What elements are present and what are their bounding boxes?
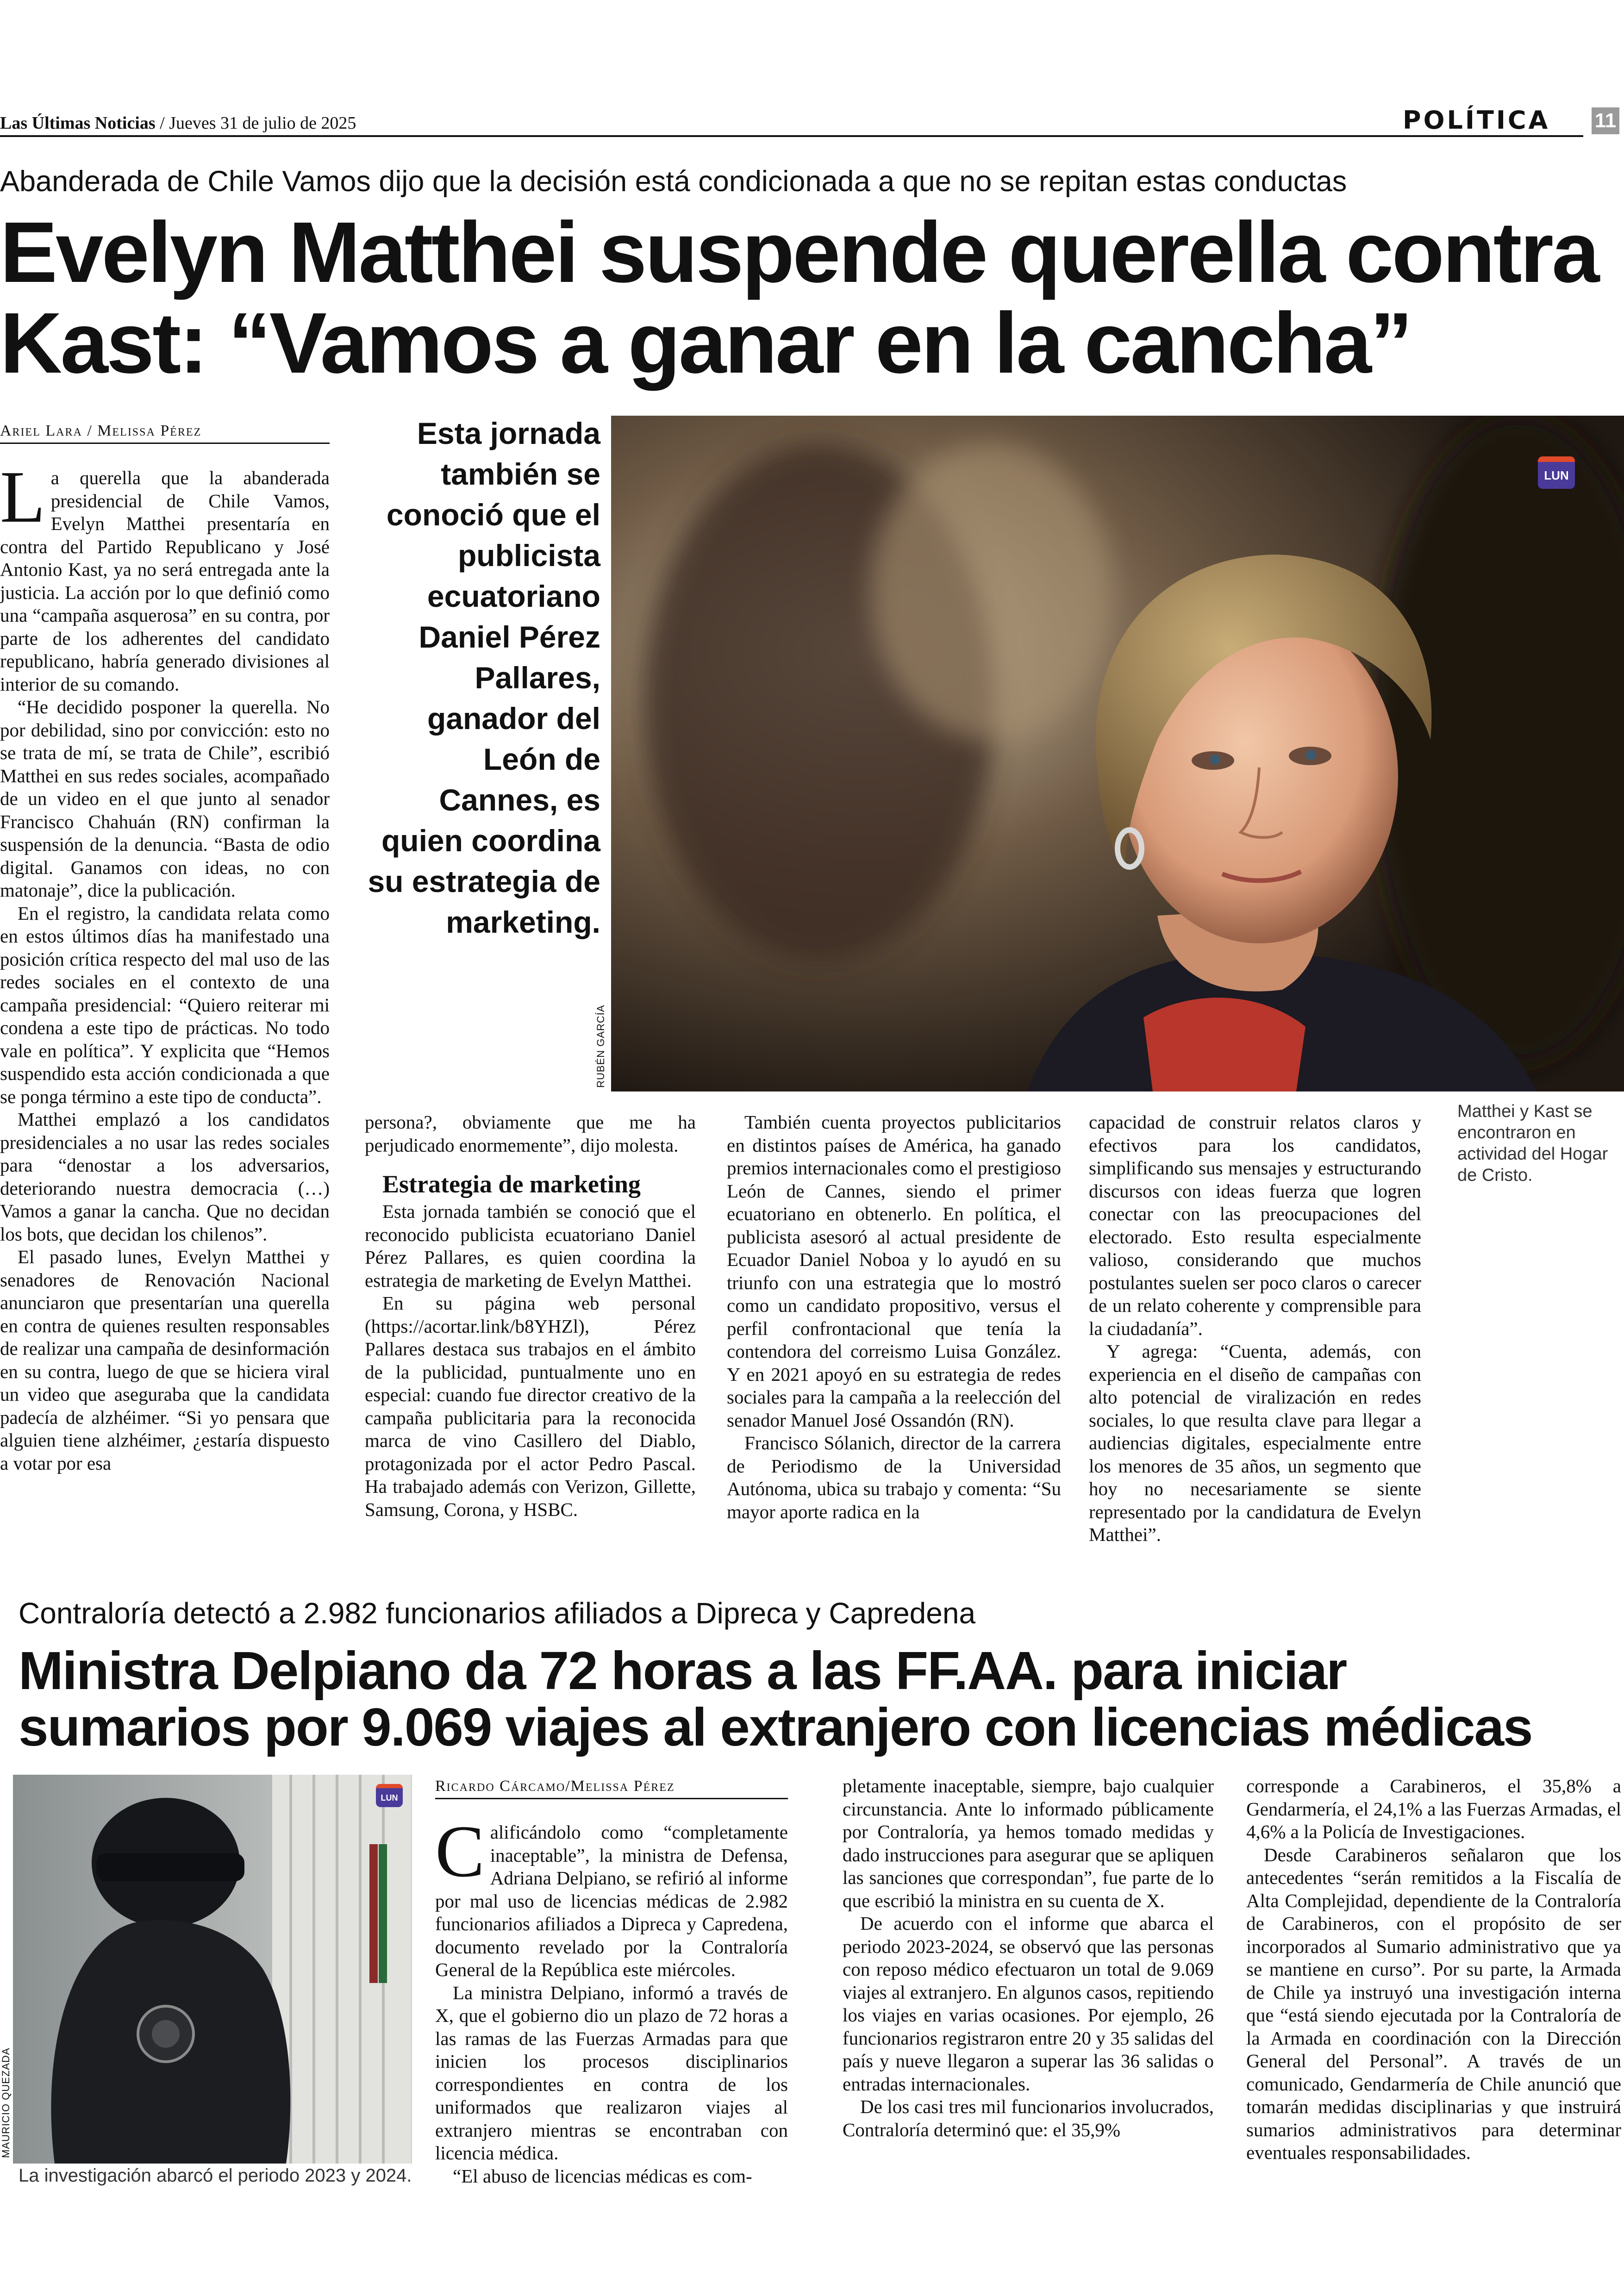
article1-byline: Ariel Lara / Melissa Pérez <box>0 422 330 444</box>
lun-logo-text: LUN <box>1544 468 1569 482</box>
pull-quote: Esta jornada también se conoció que el publicista ecuatoriano Daniel Pérez Pallares, ganador del León de Cannes, es quien coordina su estrategia de marketing. <box>368 416 600 939</box>
issue-date: Jueves 31 de julio de 2025 <box>169 113 356 133</box>
article1-headline <box>0 207 1598 389</box>
article1-column-3 <box>727 1111 1061 1523</box>
photo-caption: La investigación abarcó el periodo 2023 y 2024. <box>19 2165 412 2186</box>
article2-kicker: Contraloría detectó a 2.982 funcionarios afiliados a Dipreca y Capredena <box>19 1597 976 1630</box>
paragraph: En su página web personal (https://acortar.link/b8YHZl), Pérez Pallares destaca sus trabajos en el ámbito de la publicidad, puntualmente uno en especial: cuando fue director creativo de la campaña publicitaria para la reconocida marca de vino Casillero del Diablo, protagonizada por el actor Pedro Pascal. Ha trabajado además con Verizon, Gillette, Samsung, Corona, y HSBC. <box>365 1292 696 1520</box>
publication-name: Las Últimas Noticias <box>0 113 156 133</box>
dropcap: C <box>435 1810 485 1892</box>
paragraph: El pasado lunes, Evelyn Matthei y senadores de Renovación Nacional anunciaron que presentarían una querella en contra de quienes resulten responsables de realizar una campaña de desinformación en su contra, luego de que se hiciera viral un video que aseguraba que la candidata padecía de alzhéimer. “Si yo pensara que alguien tiene alzhéimer, ¿estaría dispuesto a votar por esa <box>0 1246 330 1474</box>
headline-line: Kast: “Vamos a ganar en la cancha” <box>0 295 1411 391</box>
article1-kicker: Abanderada de Chile Vamos dijo que la decisión está condicionada a que no se repitan estas conductas <box>0 165 1347 198</box>
paragraph: De acuerdo con el informe que abarca el periodo 2023-2024, se observó que las personas con reposo médico efectuaron un total de 9.069 viajes al extranjero. En algunos casos, repitiendo los viajes en varias ocasiones. Por ejemplo, 26 funcionarios registraron entre 20 y 35 salidas del país y nueve llegaron a superar las 36 salidas o entradas internacionales. <box>843 1913 1214 2095</box>
dropcap: L <box>0 455 45 538</box>
photo-caption: Matthei y Kast se encontraron en actividad del Hogar de Cristo. <box>1457 1102 1608 1185</box>
article1-column-2 <box>365 1111 696 1521</box>
article1-column-1 <box>0 455 330 1475</box>
paragraph: Esta jornada también se conoció que el reconocido publicista ecuatoriano Daniel Pérez Pallares, es quien coordina la estrategia de marketing de Evelyn Matthei. <box>365 1201 696 1291</box>
paragraph: a querella que la abanderada presidencial de Chile Vamos, Evelyn Matthei presentaría en contra del Partido Republicano y José Antonio Kast, ya no será entregada ante la justicia. La acción por lo que definió como una “campaña asquerosa” en su contra, por parte de los adherentes del candidato republicano, habría generado divisiones al interior de su comando. <box>0 467 330 695</box>
paragraph: También cuenta proyectos publicitarios en distintos países de América, ha ganado premios internacionales como el prestigioso León de Cannes, siendo el primer ecuatoriano en obtenerlo. En política, el publicista asesoró al actual presidente de Ecuador Daniel Noboa y lo ayudó en su triunfo con una estrategia que lo mostró como un candidato propositivo, versus el perfil confrontacional que tenía la contendora del correismo Luisa González. Y en 2021 apoyó en su estrategia de redes sociales para la campaña a la reelección del senador Manuel José Ossandón (RN). <box>727 1111 1061 1431</box>
paragraph: capacidad de construir relatos claros y efectivos para los candidatos, simplificando sus mensajes y estructurando discursos con ideas fuerza que logren conectar con las preocupaciones del electorado. Esto resulta especialmente valioso, considerando que muchos postulantes suelen ser poco claros o carecer de un relato coherente y comprensible para la ciudadanía”. <box>1089 1111 1421 1339</box>
article2-headline <box>19 1642 1532 1755</box>
article2-column-1 <box>435 1810 788 2188</box>
paragraph: persona?, obviamente que me ha perjudicado enormemente”, dijo molesta. <box>365 1111 696 1156</box>
paragraph: corresponde a Carabineros, el 35,8% a Gendarmería, el 24,1% a las Fuerzas Armadas, el 4,6% a la Policía de Investigaciones. <box>1246 1775 1621 1842</box>
header-rule <box>0 135 1583 137</box>
article1-column-4 <box>1089 1111 1421 1547</box>
article2-column-2 <box>843 1775 1214 2141</box>
headline-line: sumarios por 9.069 viajes al extranjero con licencias médicas <box>19 1697 1532 1757</box>
paragraph: En el registro, la candidata relata como en estos últimos días ha manifestado una posición crítica respecto del mal uso de las redes sociales en el contexto de una campaña presidencial: “Quiero reiterar mi condena a este tipo de prácticas. No todo vale en política”. Y explicita que “Hemos suspendido esta acción condicionada a que se ponga término a este tipo de conducta”. <box>0 902 330 1107</box>
paragraph: Matthei emplazó a los candidatos presidenciales a no usar las redes sociales para “denostar a los adversarios, deteriorando nuestra democracia (…) Vamos a ganar la cancha. Que no decidan los bots, que decidan los chilenos”. <box>0 1109 330 1245</box>
paragraph: Desde Carabineros señalaron que los antecedentes “serán remitidos a la Fiscalía de Alta Complejidad, dependiente de la Contraloría de Carabineros, con el propósito de ser incorporados al Sumario administrativo que ya se mantiene en curso”. Por su parte, la Armada de Chile ya instruyó una investigación interna que “está siendo ejecutada por la Contraloría de la Armada en coordinación con la Dirección General del Personal”. A través de un comunicado, Gendarmería de Chile anunció que tomarán medidas disciplinarias y que instruirá sumarios administrativos para determinar eventuales responsabilidades. <box>1246 1844 1621 2163</box>
subhead: Estrategia de marketing <box>382 1170 641 1198</box>
masthead: Las Últimas Noticias / Jueves 31 de julio de 2025 <box>0 113 356 133</box>
paragraph: “He decidido posponer la querella. No por debilidad, sino por convicción: esto no se trata de mí, se trata de Chile”, escribió Matthei en sus redes sociales, acompañado de un video en el que junto al senador Francisco Chahuán (RN) confirman la suspensión de la denuncia. “Basta de odio digital. Ganamos con ideas, no con matonaje”, dice la publicación. <box>0 696 330 901</box>
paragraph: Y agrega: “Cuenta, además, con experiencia en el diseño de campañas con alto potencial de viralización en redes sociales, lo que resulta clave para llegar a audiencias digitales, especialmente entre los menores de 35 años, un segmento que hoy no necesariamente se siente representado por la candidatura de Evelyn Matthei”. <box>1089 1341 1421 1545</box>
section-label: POLÍTICA <box>1403 106 1550 135</box>
page-number: 11 <box>1592 107 1619 134</box>
lun-logo <box>376 1784 403 1807</box>
headline-line: Evelyn Matthei suspende querella contra <box>0 205 1598 300</box>
paragraph: La ministra Delpiano, informó a través de X, que el gobierno dio un plazo de 72 horas a las ramas de las Fuerzas Armadas para que inicien los procesos disciplinarios correspondientes en contra de los uniformados que realizaron viajes al extranjero mientras se encontraban con licencia médica. <box>435 1982 788 2164</box>
paragraph: alificándolo como “completamente inaceptable”, la ministra de Defensa, Adriana Delpiano, se refirió al informe por mal uso de licencias médicas de 2.982 funcionarios afiliados a Dipreca y Capredena, documento revelado por la Contraloría General de la República este miércoles. <box>435 1821 788 1980</box>
article2-column-3 <box>1246 1775 1621 2164</box>
photo-credit: MAURICIO QUEZADA <box>0 2047 12 2158</box>
matthei-photo <box>611 416 1624 1091</box>
lun-logo-text: LUN <box>381 1793 398 1802</box>
lun-logo <box>1538 456 1575 489</box>
paragraph: “El abuso de licencias médicas es com- <box>453 2165 752 2187</box>
soldier-photo <box>13 1775 412 2164</box>
photo-credit: RUBÉN GARCÍA <box>595 1004 606 1088</box>
headline-line: Ministra Delpiano da 72 horas a las FF.AA. para iniciar <box>19 1640 1347 1701</box>
paragraph: Francisco Sólanich, director de la carrera de Periodismo de la Universidad Autónoma, ubica su trabajo y comenta: “Su mayor aporte radica en la <box>727 1432 1061 1522</box>
paragraph: De los casi tres mil funcionarios involucrados, Contraloría determinó que: el 35,9% <box>843 2096 1214 2140</box>
article2-byline: Ricardo Cárcamo/Melissa Pérez <box>435 1777 788 1799</box>
paragraph: pletamente inaceptable, siempre, bajo cualquier circunstancia. Ante lo informado públicamente por Contraloría, ya hemos tomado medidas y dado instrucciones para asegurar que se apliquen las sanciones que correspondan”, fue parte de lo que escribió la ministra en su cuenta de X. <box>843 1775 1214 1911</box>
